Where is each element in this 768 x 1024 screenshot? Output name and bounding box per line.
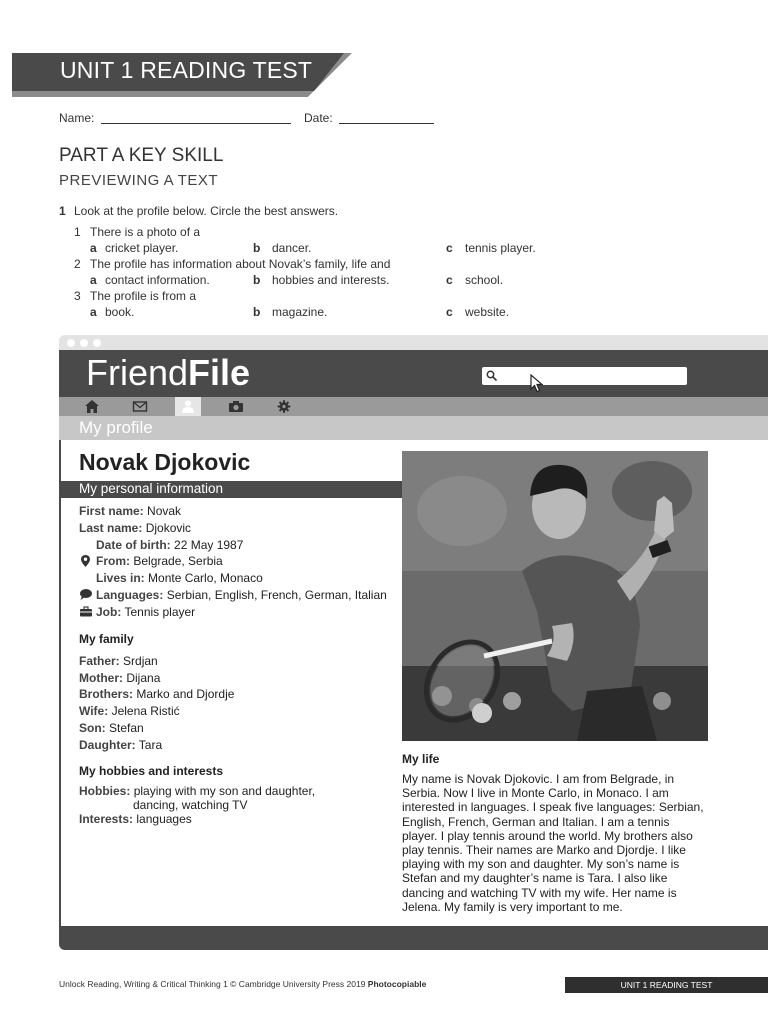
mail-icon[interactable] bbox=[131, 398, 149, 415]
option-2b[interactable]: hobbies and interests. bbox=[272, 273, 390, 287]
option-2c[interactable]: school. bbox=[465, 273, 504, 287]
option-3c[interactable]: website. bbox=[465, 305, 510, 319]
window-dot-icon bbox=[93, 339, 101, 347]
camera-icon[interactable] bbox=[227, 398, 245, 415]
info-date-of-birth: Date of birth: 22 May 1987 bbox=[96, 538, 244, 552]
question-number: 2 bbox=[74, 257, 81, 271]
family-wife: Wife: Jelena Ristić bbox=[79, 704, 180, 718]
home-icon[interactable] bbox=[83, 398, 101, 415]
personal-info-title: My personal information bbox=[79, 481, 224, 496]
option-letter: b bbox=[253, 305, 261, 319]
option-letter: c bbox=[446, 273, 453, 287]
hobbies-line-2: dancing, watching TV bbox=[133, 798, 248, 812]
question-number: 3 bbox=[74, 289, 81, 303]
option-2a[interactable]: contact information. bbox=[105, 273, 210, 287]
date-label: Date: bbox=[304, 111, 333, 125]
info-lives-in: Lives in: Monte Carlo, Monaco bbox=[96, 571, 263, 585]
window-footer bbox=[59, 926, 768, 950]
option-1c[interactable]: tennis player. bbox=[465, 241, 536, 255]
family-brothers: Brothers: Marko and Djordje bbox=[79, 687, 235, 701]
page-title: UNIT 1 READING TEST bbox=[60, 57, 313, 83]
window-dot-icon bbox=[80, 339, 88, 347]
option-letter: a bbox=[90, 305, 97, 319]
info-first-name: First name: Novak bbox=[79, 504, 182, 518]
question-number: 1 bbox=[74, 225, 81, 239]
option-letter: c bbox=[446, 305, 453, 319]
option-1b[interactable]: dancer. bbox=[272, 241, 312, 255]
info-last-name: Last name: Djokovic bbox=[79, 521, 192, 535]
footer-tag: UNIT 1 READING TEST bbox=[620, 980, 713, 990]
gear-icon[interactable] bbox=[275, 398, 293, 415]
info-from: From: Belgrade, Serbia bbox=[96, 554, 223, 568]
part-title: PART A KEY SKILL bbox=[59, 145, 224, 166]
briefcase-icon bbox=[79, 606, 93, 617]
family-heading: My family bbox=[79, 632, 134, 646]
my-life-heading: My life bbox=[402, 752, 440, 766]
exercise-instruction: Look at the profile below. Circle the best answers. bbox=[74, 204, 339, 218]
user-icon[interactable] bbox=[179, 398, 197, 415]
footer-credit: Unlock Reading, Writing & Critical Thinking 1 © Cambridge University Press 2019 Photocopiable bbox=[59, 979, 427, 989]
family-daughter: Daughter: Tara bbox=[79, 738, 163, 752]
hobbies-line: Hobbies: playing with my son and daughter, bbox=[79, 784, 316, 798]
question-text: There is a photo of a bbox=[90, 225, 201, 239]
window-border bbox=[59, 440, 61, 926]
section-title: My profile bbox=[79, 418, 153, 437]
info-languages: Languages: Serbian, English, French, German, Italian bbox=[96, 588, 387, 602]
name-field[interactable] bbox=[101, 123, 291, 124]
option-letter: c bbox=[446, 241, 453, 255]
section-header bbox=[59, 416, 768, 440]
speech-bubble-icon bbox=[79, 588, 93, 601]
option-3a[interactable]: book. bbox=[105, 305, 135, 319]
tennis-player-image bbox=[402, 451, 708, 741]
interests-line: Interests: languages bbox=[79, 812, 192, 826]
site-nav bbox=[59, 397, 768, 416]
option-1a[interactable]: cricket player. bbox=[105, 241, 179, 255]
name-label: Name: bbox=[59, 111, 95, 125]
family-mother: Mother: Dijana bbox=[79, 671, 161, 685]
exercise-number: 1 bbox=[59, 204, 66, 218]
family-son: Son: Stefan bbox=[79, 721, 144, 735]
my-life-text: My name is Novak Djokovic. I am from Belgrade, in Serbia. Now I live in Monte Carlo, in Monaco. I am interested in languages. I speak five languages: Serbian, English, French, German and Italian. I am a tennis player. I play tennis around the world. My brothers also play tennis. Their names are Marko and Djordje. I like playing with my son and daughter. My son’s name is Stefan and my daughter’s name is Tara. I also like dancing and watching TV with my wife. Her name is Jelena. My family is very important to me. bbox=[402, 772, 704, 914]
part-subtitle: PREVIEWING A TEXT bbox=[59, 172, 219, 189]
question-text: The profile has information about Novak’s family, life and bbox=[90, 257, 391, 271]
search-input[interactable] bbox=[482, 367, 687, 385]
search-icon bbox=[486, 370, 498, 382]
hobbies-heading: My hobbies and interests bbox=[79, 764, 224, 778]
window-titlebar bbox=[59, 335, 768, 351]
info-job: Job: Tennis player bbox=[96, 605, 196, 619]
site-logo[interactable]: FriendFile bbox=[86, 352, 251, 393]
option-3b[interactable]: magazine. bbox=[272, 305, 328, 319]
window-dot-icon bbox=[67, 339, 75, 347]
family-father: Father: Srdjan bbox=[79, 654, 158, 668]
option-letter: a bbox=[90, 273, 97, 287]
profile-name: Novak Djokovic bbox=[79, 449, 251, 475]
option-letter: a bbox=[90, 241, 97, 255]
profile-photo bbox=[402, 451, 708, 741]
option-letter: b bbox=[253, 241, 261, 255]
location-pin-icon bbox=[80, 554, 91, 568]
date-field[interactable] bbox=[339, 123, 434, 124]
question-text: The profile is from a bbox=[90, 289, 197, 303]
option-letter: b bbox=[253, 273, 261, 287]
cursor-icon bbox=[530, 374, 544, 394]
